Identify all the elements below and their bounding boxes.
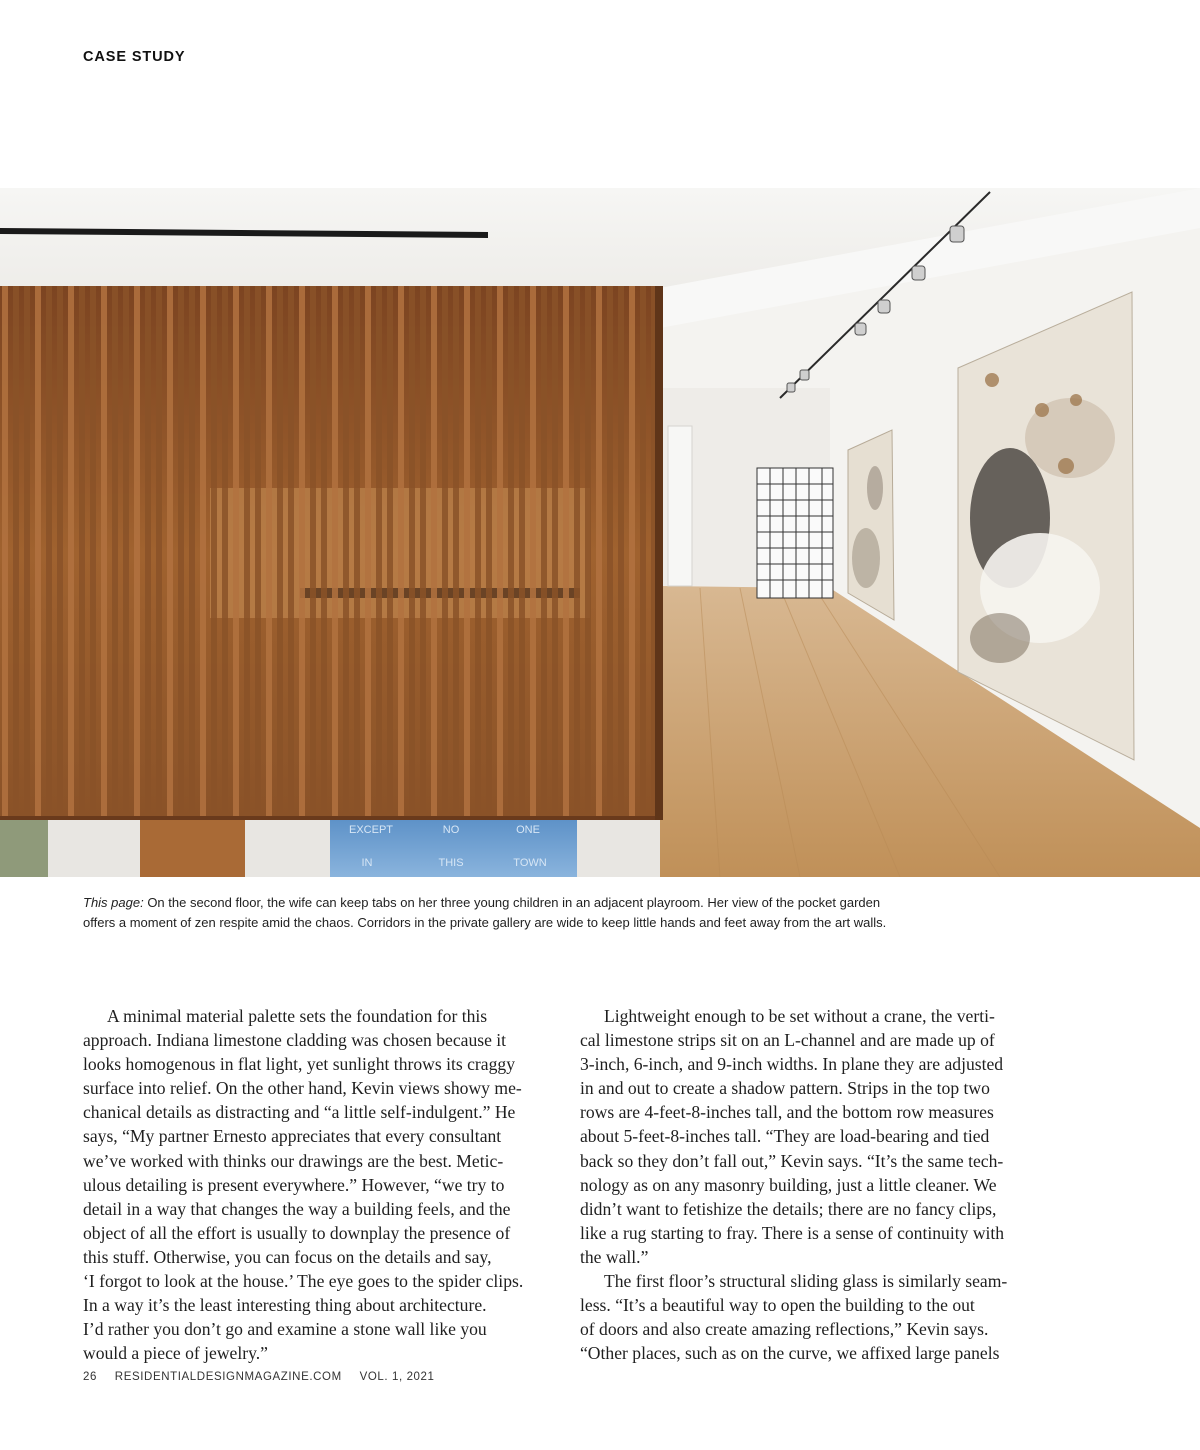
wood-slat [35, 286, 41, 816]
wood-slat [376, 286, 382, 816]
gallery-corridor-image [0, 188, 1200, 877]
footer-volume: VOL. 1, 2021 [359, 1371, 435, 1383]
feature-photo [0, 188, 1200, 877]
article-column-left [83, 1004, 543, 1365]
wood-slat [79, 286, 85, 816]
wood-slat [101, 286, 107, 816]
wood-slat [57, 286, 63, 816]
footer-site: RESIDENTIALDESIGNMAGAZINE.COM [114, 1371, 342, 1383]
wood-slat [607, 286, 613, 816]
wood-slat [332, 286, 338, 816]
wood-slat [123, 286, 129, 816]
section-label: CASE STUDY [83, 49, 186, 65]
wood-slat [90, 286, 96, 816]
wood-slat [266, 286, 272, 816]
wood-slat [563, 286, 569, 816]
wood-slat [519, 286, 525, 816]
wood-slat [244, 286, 250, 816]
wood-slat [310, 286, 316, 816]
wood-slat [222, 286, 228, 816]
wood-slat [508, 286, 514, 816]
wood-slat [288, 286, 294, 816]
caption-lead: This page: [83, 895, 144, 910]
wood-slat [640, 286, 646, 816]
wood-slat [233, 286, 239, 816]
wood-slat [277, 286, 283, 816]
photo-caption [83, 893, 903, 933]
wood-slat [321, 286, 327, 816]
wood-slat [134, 286, 140, 816]
wood-slat [189, 286, 195, 816]
wood-slat [211, 286, 217, 816]
wood-slat [167, 286, 173, 816]
wood-slat [145, 286, 151, 816]
wood-slat [354, 286, 360, 816]
wood-slat [387, 286, 393, 816]
wood-slat [200, 286, 206, 816]
wood-slat [453, 286, 459, 816]
sign-word: ONE [516, 824, 540, 836]
wood-slat [464, 286, 470, 816]
wood-slat [398, 286, 404, 816]
page-footer [83, 1371, 449, 1383]
article-column-right [580, 1004, 1050, 1365]
wood-slat [13, 286, 19, 816]
sign-word: NO [442, 824, 460, 836]
wood-slat [156, 286, 162, 816]
sign-word: EXCEPT [348, 824, 394, 836]
wood-slat [596, 286, 602, 816]
wood-slat [112, 286, 118, 816]
sign-word: TOWN [513, 857, 547, 869]
wood-slat [497, 286, 503, 816]
wood-slat [475, 286, 481, 816]
wood-slat [365, 286, 371, 816]
wood-slat [486, 286, 492, 816]
wood-slat [255, 286, 261, 816]
wood-slat [178, 286, 184, 816]
wood-slat [46, 286, 52, 816]
page-number: 26 [83, 1371, 97, 1383]
wood-slat [2, 286, 8, 816]
wood-slat [68, 286, 74, 816]
wood-slat [431, 286, 437, 816]
sign-word: IN [361, 857, 373, 869]
wood-slat [530, 286, 536, 816]
wood-slat [629, 286, 635, 816]
wood-slat [585, 286, 591, 816]
wood-slat [409, 286, 415, 816]
wood-slat [343, 286, 349, 816]
sign-word: THIS [438, 857, 464, 869]
body-paragraph: Lightweight enough to be set without a crane, the verti- cal limestone strips sit on an L-channel and are made up of 3-inch, 6-inch, and 9-inch widths. In plane they are adjusted in and out to create a shadow pattern. Strips in the top two rows are 4-feet-8-inches tall, and the bottom row measures about 5-feet-8-inches tall. “They are load-bearing and tied back so they don’t fall out,” Kevin says. “It’s the same tech- nology as on any masonry building, just a little cleaner. We didn’t want to fetishize the details; there are no fancy clips, like a rug starting to fray. There is a sense of continuity with the wall.” [580, 1006, 1005, 1267]
wood-slat [299, 286, 305, 816]
wood-slat [618, 286, 624, 816]
body-paragraph: A minimal material palette sets the foundation for this approach. Indiana limestone cladding was chosen because it looks homogenous in flat light, yet sunlight throws its craggy surface into relief. On the other hand, Kevin views showy me- chanical details as distracting and “a little self-indulgent.” He says, “My partner Ernesto appreciates that every consultant we’ve worked with thinks our drawings are the best. Metic- ulous detailing is present everywhere.” However, “we try to detail in a way that changes the way a building feels, and the object of all the effort is usually to downplay the presence of this stuff. Otherwise, you can focus on the details and say, ‘I forgot to look at the house.’ The eye goes to the spider clips. In a way it’s the least interesting thing about architecture. I’d rather you don’t go and examine a stone wall like you would a piece of jewelry.” [83, 1006, 524, 1364]
wood-slat [24, 286, 30, 816]
wood-slat [442, 286, 448, 816]
wood-slat [541, 286, 547, 816]
body-paragraph: The first floor’s structural sliding glass is similarly seam- less. “It’s a beautiful way to open the building to the out of doors and also create amazing reflections,” Kevin says. “Other places, such as on the curve, we affixed large panels [580, 1271, 1008, 1364]
wood-slat [574, 286, 580, 816]
wood-slat [420, 286, 426, 816]
caption-text: On the second floor, the wife can keep tabs on her three young children in an adjacent playroom. Her view of the pocket garden offers a moment of zen respite amid the chaos. Corridors in the private gallery are wide to keep little hands and feet away from the art walls. [83, 895, 887, 930]
wood-slat [552, 286, 558, 816]
